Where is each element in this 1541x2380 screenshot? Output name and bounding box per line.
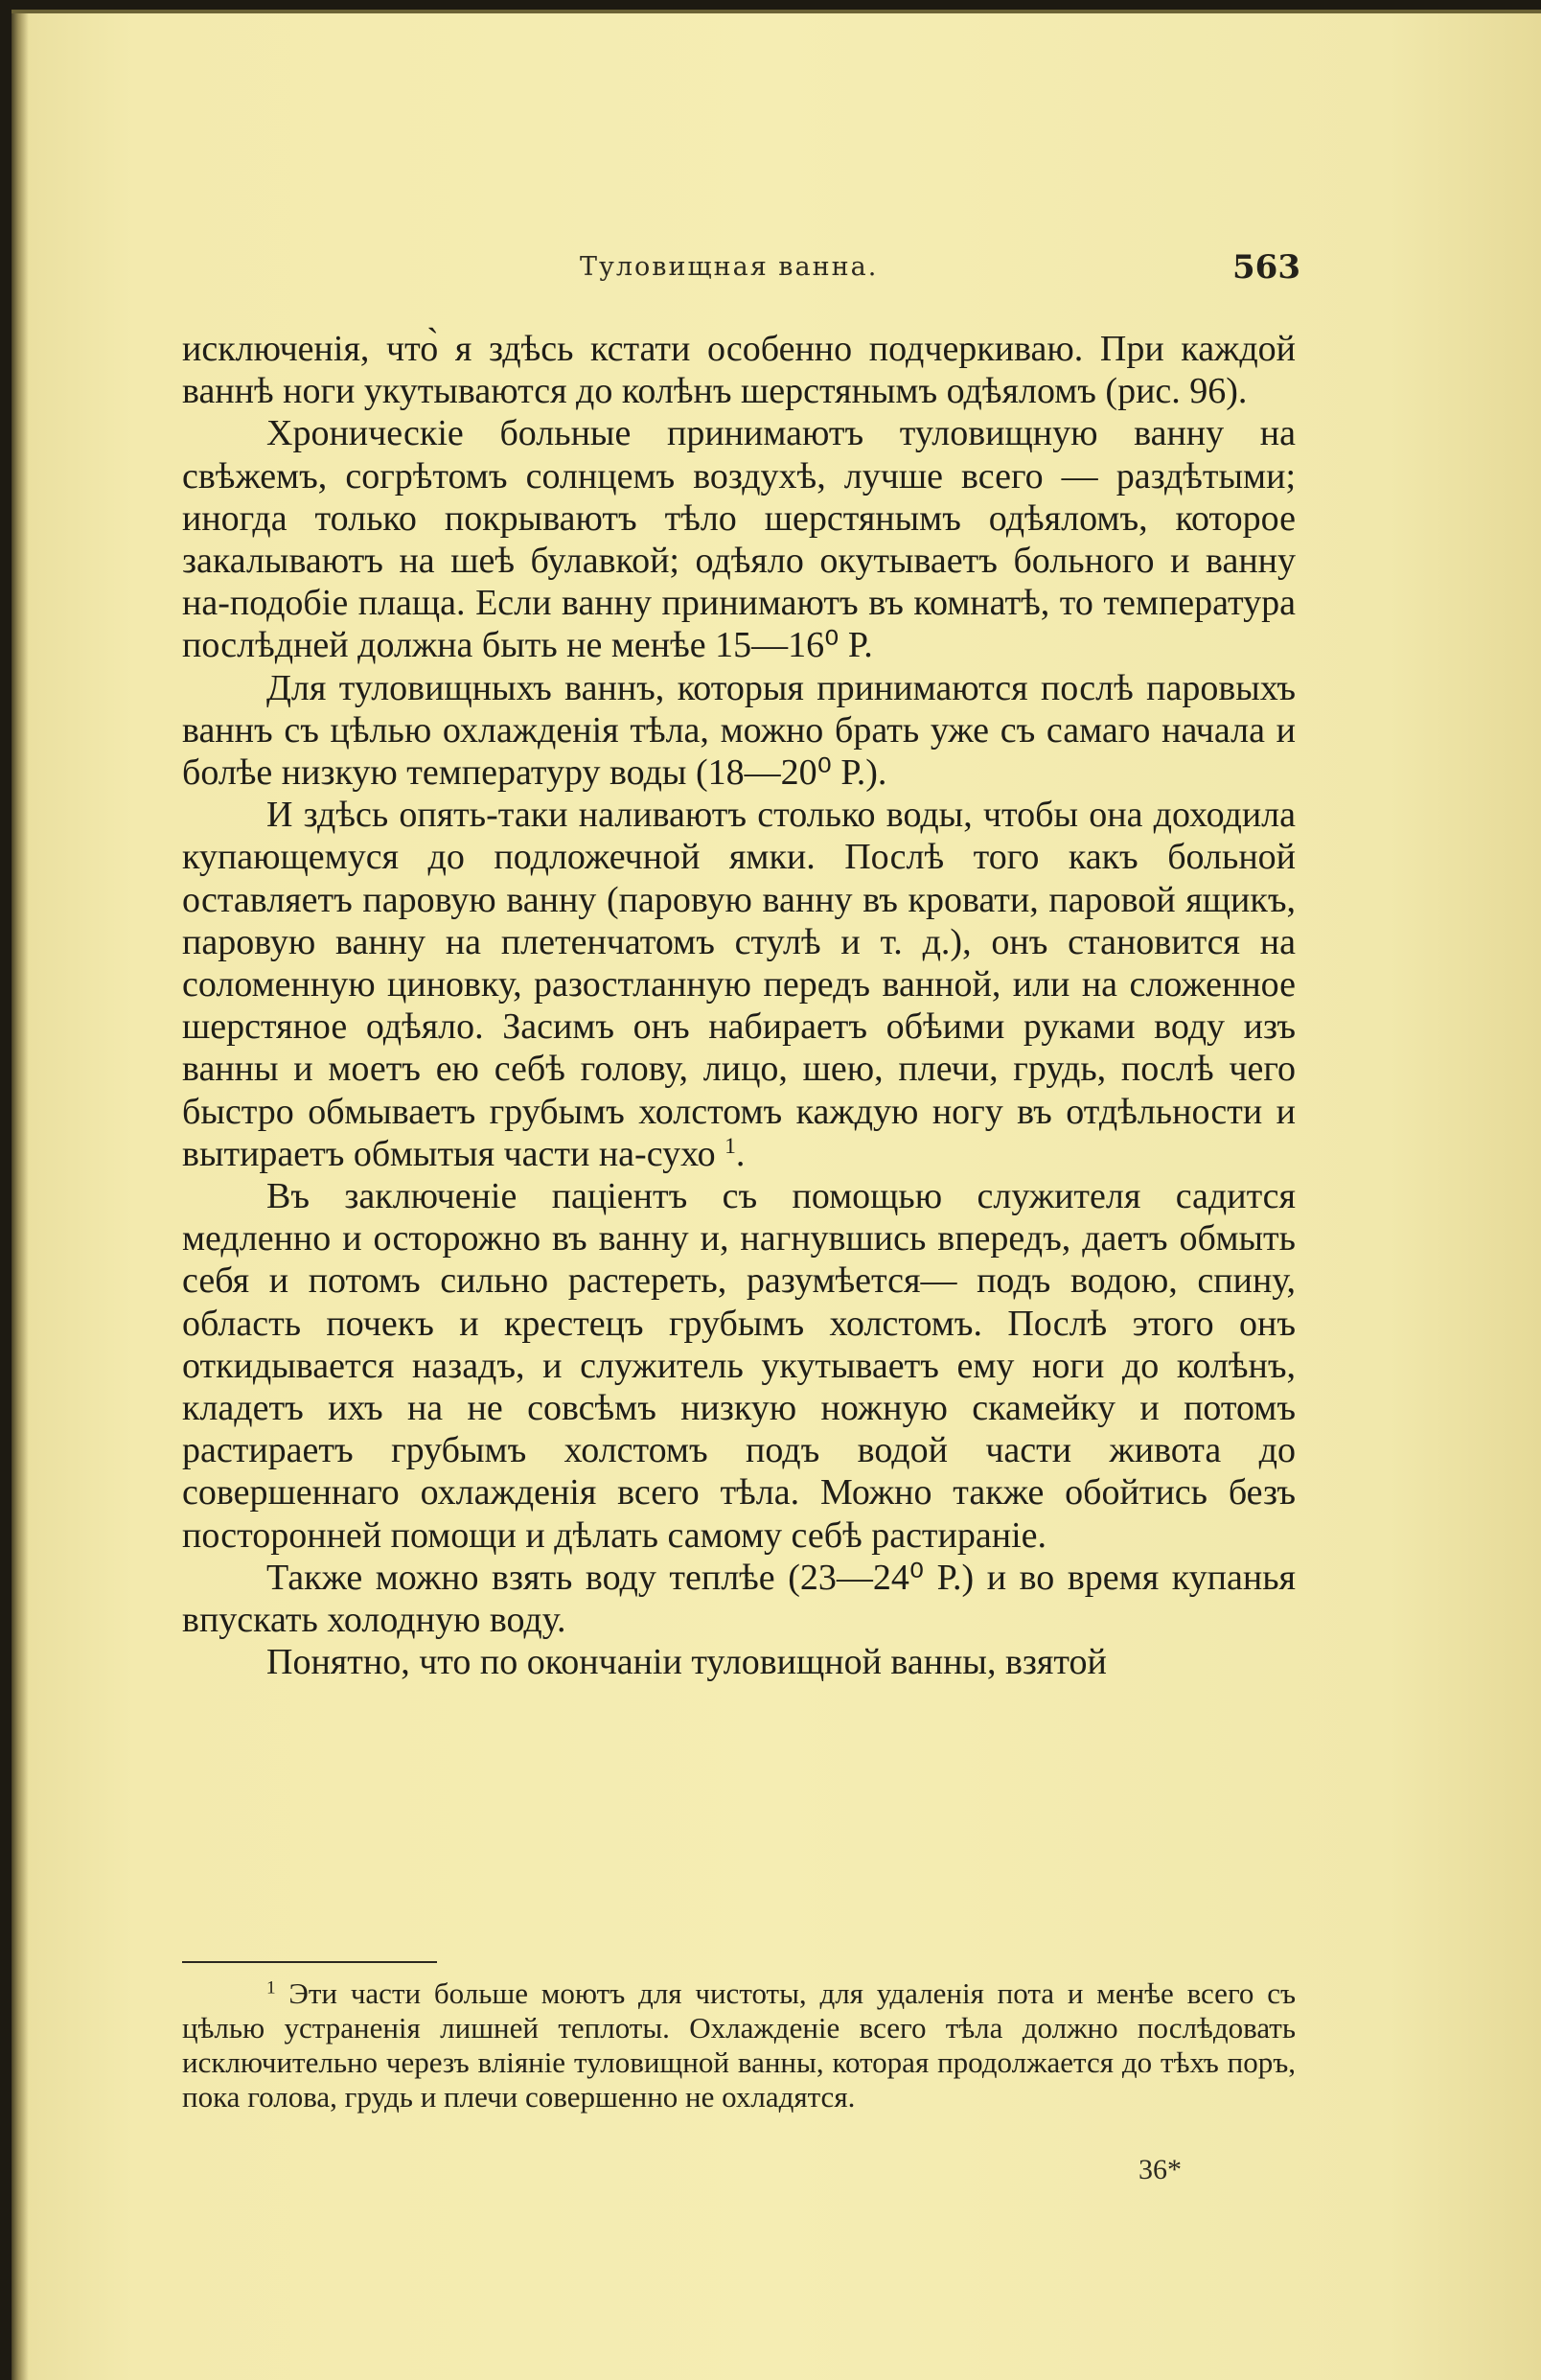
paragraph-2: Хроническіе больные принимаютъ туловищную ванну на свѣжемъ, согрѣтомъ солнцемъ воздухѣ, лучше всего — раздѣтыми; иногда только покрываютъ тѣло шерстянымъ одѣяломъ, которое закалываютъ на шеѣ булавкой; одѣяло окутываетъ больного и ванну на-подобіе плаща. Если ванну принимаютъ въ комнатѣ, то температура послѣдней должна быть не менѣе 15—16⁰ Р. — [182, 413, 1296, 666]
running-title: Туловищная ванна. — [580, 252, 879, 282]
paragraph-6: Также можно взять воду теплѣе (23—24⁰ Р.) и во время купанья впускать холодную воду. — [182, 1557, 1296, 1641]
paragraph-4-text: И здѣсь опять-таки наливаютъ столько воды, чтобы она доходила купающемуся до подложечной ямки. Послѣ того какъ больной оставляетъ паровую ванну (паровую ванну въ кровати, паровой ящикъ, паровую ванну на плетенчатомъ стулѣ и т. д.), онъ становится на соломенную циновку, разостланную передъ ванной, или на сложенное шерстяное одѣяло. Засимъ онъ набираетъ обѣими руками воду изъ ванны и моетъ ею себѣ голову, лицо, шею, плечи, грудь, послѣ чего быстро обмываетъ грубымъ холстомъ каждую ногу въ отдѣльности и вытираетъ обмытыя части на-сухо — [182, 795, 1296, 1174]
footnote-reference[interactable]: 1 — [724, 1133, 736, 1159]
paragraph-1: исключенія, что̀ я здѣсь кстати особенно подчеркиваю. При каждой ваннѣ ноги укутываются до колѣнъ шерстянымъ одѣяломъ (рис. 96). — [182, 329, 1296, 412]
paragraph-7: Понятно, что по окончаніи туловищной ванны, взятой — [266, 1642, 1107, 1683]
top-edge-rule — [12, 10, 1541, 13]
main-text — [182, 328, 1296, 1684]
page-number: 563 — [1232, 248, 1300, 287]
footnote-text: Эти части больше моютъ для чистоты, для удаленія пота и менѣе всего съ цѣлью устраненія лишней теплоты. Охлажденіе всего тѣла должно послѣдовать исключительно черезъ вліяніе туловищной ванны, которая продолжается до тѣхъ поръ, пока голова, грудь и плечи совершенно не охладятся. — [182, 1976, 1296, 2114]
footnote — [182, 1976, 1296, 2114]
paragraph-4-end: . — [735, 1133, 746, 1174]
paragraph-3: Для туловищныхъ ваннъ, которыя принимаются послѣ паровыхъ ваннъ съ цѣлью охлажденія тѣла, можно брать уже съ самаго начала и болѣе низкую температуру воды (18—20⁰ Р.). — [182, 667, 1296, 794]
binding-shadow — [12, 10, 29, 2380]
paragraph-4 — [182, 794, 1296, 1175]
footnote-divider — [182, 1961, 437, 1963]
paragraph-5: Въ заключеніе паціентъ съ помощью служителя садится медленно и осторожно въ ванну и, нагнувшись впередъ, даетъ обмыть себя и потомъ сильно растереть, разумѣется— подъ водою, спину, область почекъ и крестецъ грубымъ холстомъ. Послѣ этого онъ откидывается назадъ, и служитель укутываетъ ему ноги до колѣнъ, кладетъ ихъ на не совсѣмъ низкую ножную скамейку и потомъ растираетъ грубымъ холстомъ подъ водой части живота до совершеннаго охлажденія всего тѣла. Можно также обойтись безъ посторонней помощи и дѣлать самому себѣ растираніе. — [182, 1176, 1296, 1556]
signature-mark: 36* — [1138, 2154, 1182, 2185]
footnote-marker: 1 — [266, 1977, 276, 1999]
